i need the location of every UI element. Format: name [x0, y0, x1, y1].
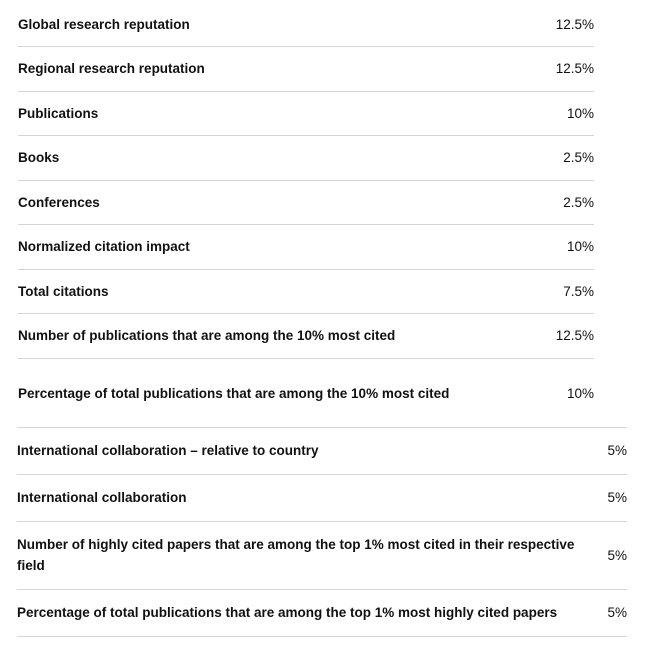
indicator-label: Number of highly cited papers that are among the top 1% most cited in their respective field	[17, 537, 575, 573]
row-divider	[18, 358, 594, 359]
indicator-label: International collaboration – relative to country	[17, 443, 319, 458]
indicator-weight: 5%	[607, 443, 627, 458]
indicator-weight: 5%	[607, 605, 627, 620]
table-row	[18, 192, 594, 213]
indicator-weight: 12.5%	[555, 17, 594, 32]
indicator-label: Publications	[18, 106, 99, 121]
indicator-weight: 2.5%	[563, 195, 594, 210]
indicator-label: International collaboration	[17, 490, 187, 505]
indicator-label: Regional research reputation	[18, 61, 205, 76]
indicator-weight: 7.5%	[563, 284, 594, 299]
table-row	[18, 147, 594, 168]
indicator-label: Conferences	[18, 195, 100, 210]
row-divider	[18, 269, 594, 270]
table-row	[17, 602, 627, 623]
indicator-label: Books	[18, 150, 60, 165]
indicator-weight: 2.5%	[563, 150, 594, 165]
indicator-weight: 12.5%	[555, 328, 594, 343]
indicator-weight: 10%	[566, 239, 594, 254]
indicator-label: Total citations	[18, 284, 109, 299]
row-divider	[17, 589, 627, 590]
indicator-label: Number of publications that are among the 10% most cited	[18, 328, 396, 343]
row-divider	[18, 91, 594, 92]
indicator-label: Percentage of total publications that are among the top 1% most highly cited papers	[17, 605, 558, 620]
row-divider	[18, 180, 594, 181]
row-divider	[17, 636, 627, 637]
table-row	[18, 236, 594, 257]
table-row	[18, 58, 594, 79]
indicator-label: Global research reputation	[18, 17, 190, 32]
indicator-weight: 12.5%	[555, 61, 594, 76]
table-row	[18, 281, 594, 302]
row-divider	[18, 46, 594, 47]
table-row	[17, 487, 627, 508]
row-divider	[18, 135, 594, 136]
table-row	[18, 14, 594, 35]
table-row	[18, 325, 594, 346]
table-row	[17, 534, 627, 576]
table-row	[18, 103, 594, 124]
row-divider	[17, 427, 627, 428]
indicator-weight: 5%	[607, 547, 627, 563]
indicator-label: Percentage of total publications that are among the 10% most cited	[18, 386, 450, 401]
indicator-weight: 10%	[566, 386, 594, 401]
row-divider	[18, 313, 594, 314]
row-divider	[17, 474, 627, 475]
table-row	[17, 440, 627, 461]
indicator-label: Normalized citation impact	[18, 239, 190, 254]
row-divider	[17, 521, 627, 522]
row-divider	[18, 224, 594, 225]
indicator-weight: 5%	[607, 490, 627, 505]
table-row	[18, 383, 594, 404]
indicator-weight: 10%	[566, 106, 594, 121]
